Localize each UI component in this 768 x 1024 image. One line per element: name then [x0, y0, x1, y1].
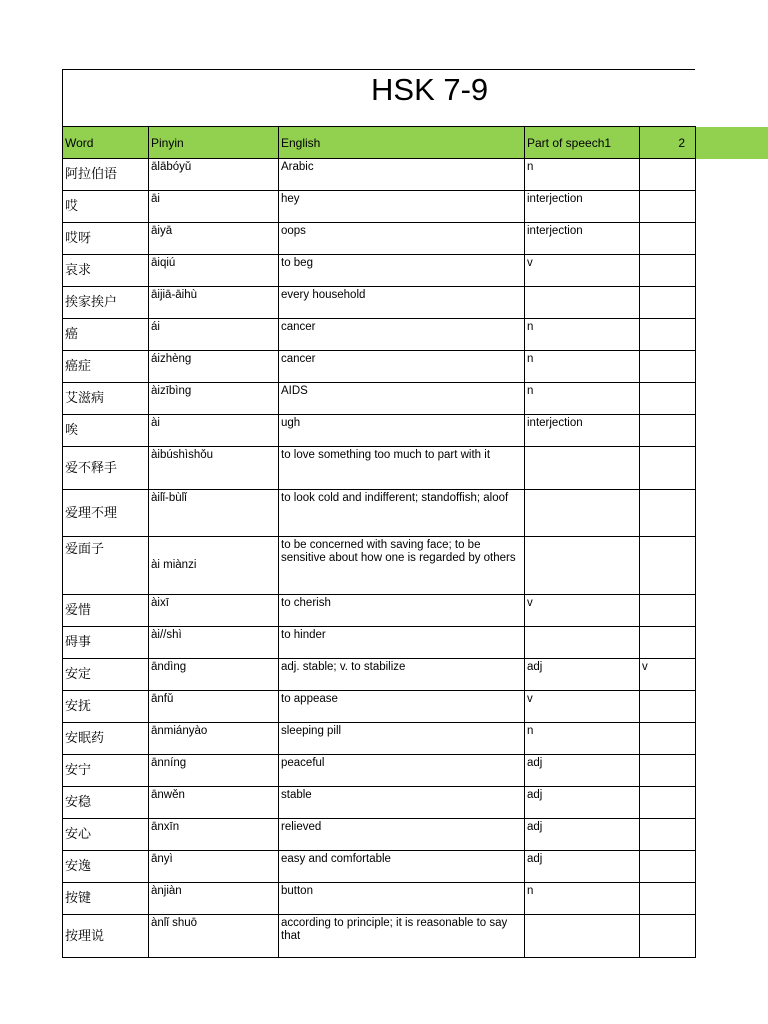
empty-cell	[696, 447, 768, 490]
word-cell: 按理说	[63, 915, 149, 958]
pinyin-cell: ānmiányào	[149, 723, 279, 755]
pos2-cell	[640, 255, 696, 287]
word-cell: 安定	[63, 659, 149, 691]
pos-cell: n	[525, 351, 640, 383]
pos-cell: n	[525, 319, 640, 351]
pos-cell: n	[525, 883, 640, 915]
word-cell: 爱惜	[63, 595, 149, 627]
pos2-cell	[640, 883, 696, 915]
english-cell: to love something too much to part with it	[279, 447, 525, 490]
title-row	[62, 69, 695, 126]
pos-cell: v	[525, 595, 640, 627]
empty-cell	[696, 191, 768, 223]
english-cell: adj. stable; v. to stabilize	[279, 659, 525, 691]
pos-cell: n	[525, 723, 640, 755]
english-cell: cancer	[279, 319, 525, 351]
pinyin-cell: āijiā-āihù	[149, 287, 279, 319]
spreadsheet	[62, 69, 768, 958]
empty-cell	[696, 851, 768, 883]
table-row	[63, 691, 768, 723]
pos-cell: interjection	[525, 415, 640, 447]
pos2-cell	[640, 723, 696, 755]
english-cell: AIDS	[279, 383, 525, 415]
table-row	[63, 659, 768, 691]
pos2-cell	[640, 383, 696, 415]
header-row	[63, 127, 768, 159]
pos-cell	[525, 915, 640, 958]
pinyin-cell: āi	[149, 191, 279, 223]
pinyin-cell: ài miànzi	[149, 537, 279, 595]
pos2-cell	[640, 787, 696, 819]
pinyin-cell: āiqiú	[149, 255, 279, 287]
pos-cell: adj	[525, 787, 640, 819]
header-col2: 2	[640, 127, 696, 159]
pos-cell: v	[525, 255, 640, 287]
pos2-cell: v	[640, 659, 696, 691]
word-cell: 哀求	[63, 255, 149, 287]
table-row	[63, 255, 768, 287]
pinyin-cell: ānfǔ	[149, 691, 279, 723]
pos2-cell	[640, 223, 696, 255]
empty-cell	[696, 159, 768, 191]
empty-cell	[696, 723, 768, 755]
english-cell: stable	[279, 787, 525, 819]
english-cell: peaceful	[279, 755, 525, 787]
header-word: Word	[63, 127, 149, 159]
english-cell: oops	[279, 223, 525, 255]
pos-cell: adj	[525, 659, 640, 691]
empty-cell	[696, 383, 768, 415]
empty-cell	[696, 255, 768, 287]
table-row	[63, 537, 768, 595]
pos2-cell	[640, 851, 696, 883]
pos-cell: interjection	[525, 191, 640, 223]
table-row	[63, 191, 768, 223]
empty-cell	[696, 691, 768, 723]
english-cell: sleeping pill	[279, 723, 525, 755]
pos2-cell	[640, 351, 696, 383]
table-row	[63, 287, 768, 319]
empty-cell	[696, 490, 768, 537]
empty-cell	[696, 595, 768, 627]
word-cell: 安抚	[63, 691, 149, 723]
word-cell: 哎	[63, 191, 149, 223]
word-cell: 唉	[63, 415, 149, 447]
pinyin-cell: ái	[149, 319, 279, 351]
english-cell: to cherish	[279, 595, 525, 627]
empty-cell	[696, 915, 768, 958]
word-cell: 阿拉伯语	[63, 159, 149, 191]
pinyin-cell: ānyì	[149, 851, 279, 883]
empty-cell	[696, 351, 768, 383]
pos-cell: adj	[525, 851, 640, 883]
pinyin-cell: ānníng	[149, 755, 279, 787]
pos2-cell	[640, 319, 696, 351]
table-body	[63, 159, 768, 958]
word-cell: 按键	[63, 883, 149, 915]
word-cell: 安稳	[63, 787, 149, 819]
pinyin-cell: ānwěn	[149, 787, 279, 819]
english-cell: according to principle; it is reasonable to say that	[279, 915, 525, 958]
header-empty	[696, 127, 768, 159]
word-cell: 安宁	[63, 755, 149, 787]
pos2-cell	[640, 447, 696, 490]
table-row	[63, 223, 768, 255]
pos-cell: adj	[525, 819, 640, 851]
pos-cell	[525, 627, 640, 659]
english-cell: to look cold and indifferent; standoffish; aloof	[279, 490, 525, 537]
pos-cell: n	[525, 383, 640, 415]
pinyin-cell: āndìng	[149, 659, 279, 691]
empty-cell	[696, 415, 768, 447]
sheet-title: HSK 7-9	[371, 72, 489, 107]
table-row	[63, 915, 768, 958]
word-cell: 挨家挨户	[63, 287, 149, 319]
word-cell: 爱面子	[63, 537, 149, 595]
pos2-cell	[640, 287, 696, 319]
word-cell: 爱不释手	[63, 447, 149, 490]
table-row	[63, 447, 768, 490]
table-row	[63, 595, 768, 627]
pinyin-cell: ànjiàn	[149, 883, 279, 915]
pos2-cell	[640, 627, 696, 659]
pos2-cell	[640, 191, 696, 223]
word-cell: 哎呀	[63, 223, 149, 255]
table-row	[63, 383, 768, 415]
pinyin-cell: áizhèng	[149, 351, 279, 383]
pinyin-cell: ānxīn	[149, 819, 279, 851]
pinyin-cell: àixī	[149, 595, 279, 627]
english-cell: button	[279, 883, 525, 915]
table-row	[63, 755, 768, 787]
english-cell: every household	[279, 287, 525, 319]
english-cell: to be concerned with saving face; to be sensitive about how one is regarded by others	[279, 537, 525, 595]
empty-cell	[696, 287, 768, 319]
table-row	[63, 883, 768, 915]
vocab-table	[62, 126, 768, 958]
word-cell: 碍事	[63, 627, 149, 659]
pos-cell: v	[525, 691, 640, 723]
pos2-cell	[640, 819, 696, 851]
english-cell: easy and comfortable	[279, 851, 525, 883]
empty-cell	[696, 319, 768, 351]
pos2-cell	[640, 915, 696, 958]
pinyin-cell: ài	[149, 415, 279, 447]
pinyin-cell: ài//shì	[149, 627, 279, 659]
pinyin-cell: àilǐ-bùlǐ	[149, 490, 279, 537]
word-cell: 安眠药	[63, 723, 149, 755]
pos-cell: interjection	[525, 223, 640, 255]
pinyin-cell: àizībìng	[149, 383, 279, 415]
word-cell: 爱理不理	[63, 490, 149, 537]
table-row	[63, 415, 768, 447]
pos-cell: n	[525, 159, 640, 191]
pos2-cell	[640, 159, 696, 191]
table-row	[63, 159, 768, 191]
pinyin-cell: ālābóyǔ	[149, 159, 279, 191]
word-cell: 安逸	[63, 851, 149, 883]
english-cell: Arabic	[279, 159, 525, 191]
pos2-cell	[640, 691, 696, 723]
table-row	[63, 851, 768, 883]
header-pinyin: Pinyin	[149, 127, 279, 159]
empty-cell	[696, 755, 768, 787]
empty-cell	[696, 787, 768, 819]
empty-cell	[696, 627, 768, 659]
empty-cell	[696, 883, 768, 915]
english-cell: to beg	[279, 255, 525, 287]
english-cell: relieved	[279, 819, 525, 851]
pos-cell	[525, 287, 640, 319]
table-row	[63, 319, 768, 351]
table-row	[63, 723, 768, 755]
english-cell: hey	[279, 191, 525, 223]
pos-cell	[525, 537, 640, 595]
pos2-cell	[640, 490, 696, 537]
word-cell: 癌	[63, 319, 149, 351]
word-cell: 癌症	[63, 351, 149, 383]
table-row	[63, 819, 768, 851]
empty-cell	[696, 659, 768, 691]
empty-cell	[696, 223, 768, 255]
empty-cell	[696, 819, 768, 851]
pos2-cell	[640, 537, 696, 595]
header-english: English	[279, 127, 525, 159]
pinyin-cell: ànlǐ shuō	[149, 915, 279, 958]
table-row	[63, 627, 768, 659]
pos2-cell	[640, 415, 696, 447]
pos2-cell	[640, 595, 696, 627]
header-pos: Part of speech1	[525, 127, 640, 159]
empty-cell	[696, 537, 768, 595]
table-row	[63, 787, 768, 819]
pos-cell	[525, 447, 640, 490]
pos-cell	[525, 490, 640, 537]
english-cell: ugh	[279, 415, 525, 447]
word-cell: 艾滋病	[63, 383, 149, 415]
table-row	[63, 351, 768, 383]
english-cell: cancer	[279, 351, 525, 383]
pinyin-cell: àibúshìshǒu	[149, 447, 279, 490]
pos-cell: adj	[525, 755, 640, 787]
english-cell: to hinder	[279, 627, 525, 659]
english-cell: to appease	[279, 691, 525, 723]
pinyin-cell: āiyā	[149, 223, 279, 255]
pos2-cell	[640, 755, 696, 787]
table-row	[63, 490, 768, 537]
word-cell: 安心	[63, 819, 149, 851]
